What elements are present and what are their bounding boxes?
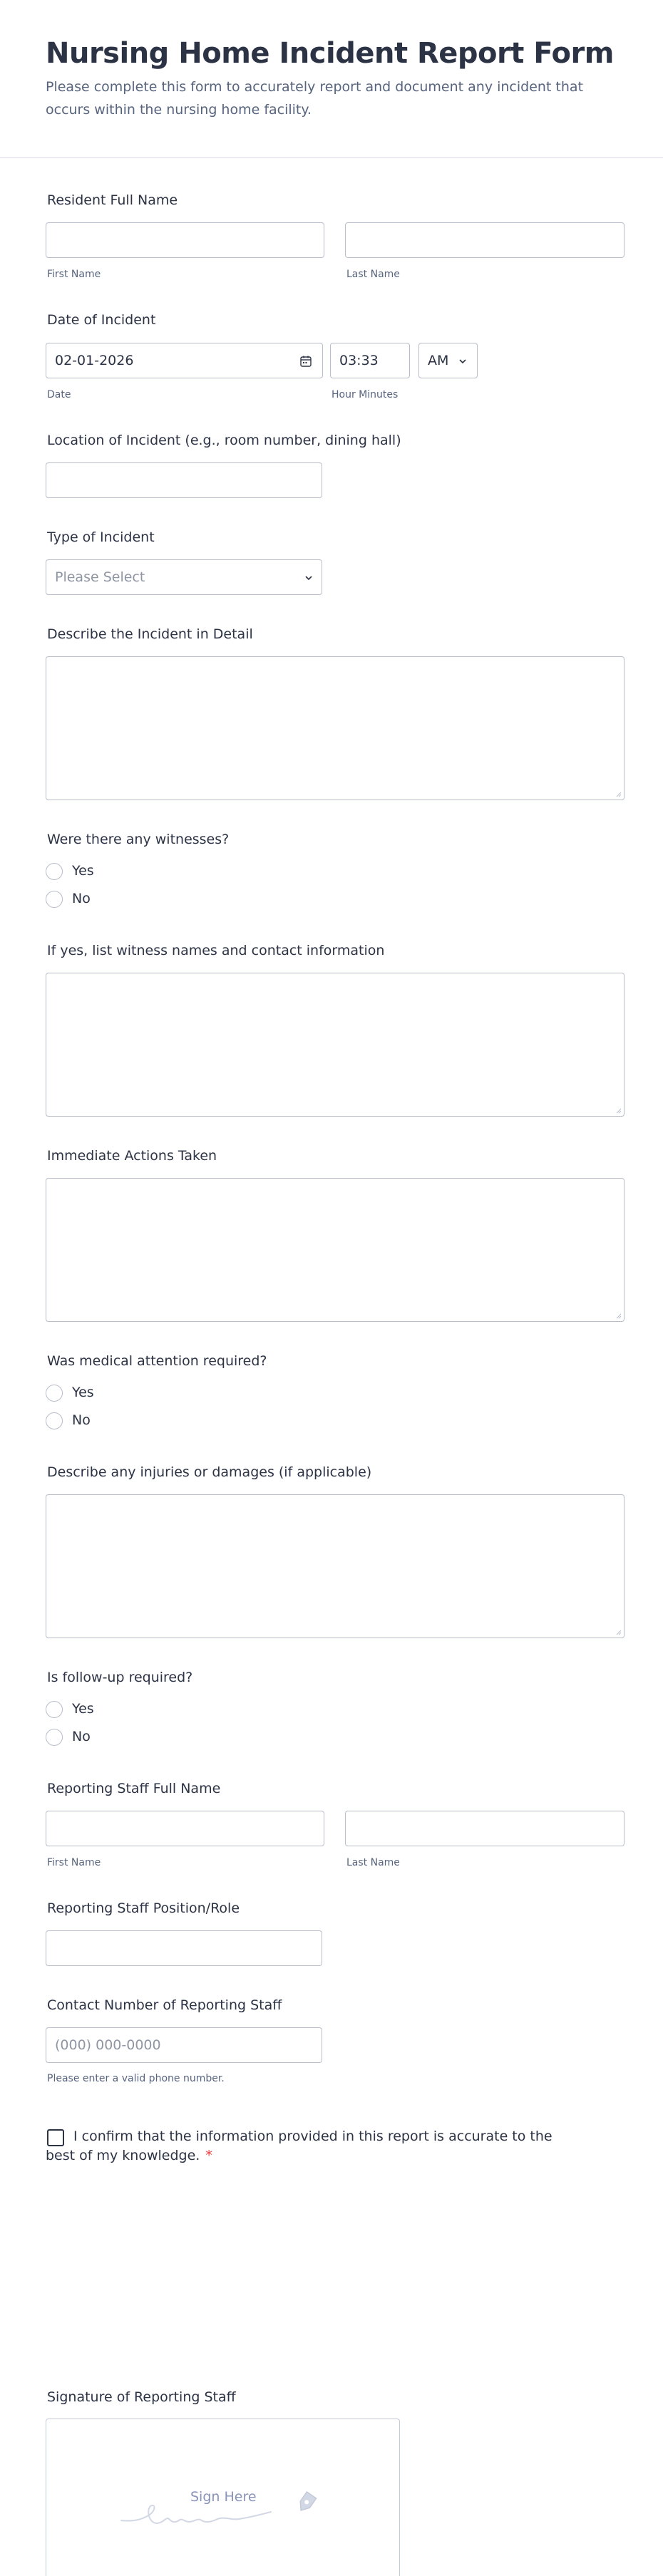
resize-grip-icon[interactable] (615, 1107, 622, 1114)
witnesses-no-label[interactable]: No (72, 891, 91, 906)
pen-icon (290, 2488, 322, 2519)
incident-time-value: 03:33 (339, 353, 379, 368)
medical-attention-label: Was medical attention required? (47, 1353, 267, 1369)
follow-up-yes-label[interactable]: Yes (72, 1701, 94, 1717)
form-description: Please complete this form to accurately report and document any incident that occurs within the nursing home facility. (46, 79, 584, 118)
incident-type-placeholder: Please Select (55, 569, 145, 585)
injuries-textarea[interactable] (46, 1494, 625, 1638)
incident-ampm-value: AM (428, 353, 449, 368)
form-header (0, 0, 663, 158)
follow-up-label: Is follow-up required? (47, 1670, 193, 1685)
incident-type-select[interactable] (46, 559, 322, 595)
contact-number-placeholder: (000) 000-0000 (55, 2037, 161, 2053)
describe-incident-label: Describe the Incident in Detail (47, 626, 253, 642)
medical-no-label[interactable]: No (72, 1412, 91, 1428)
witnesses-no-radio[interactable] (46, 891, 63, 908)
chevron-down-icon (458, 358, 467, 365)
confirmation-text-line1[interactable]: I confirm that the information provided in this report is accurate to the (73, 2128, 552, 2144)
resident-name-label: Resident Full Name (47, 192, 178, 208)
contact-number-input[interactable] (46, 2027, 322, 2063)
confirmation-text-line2[interactable] (46, 2148, 212, 2163)
resize-grip-icon[interactable] (615, 1312, 622, 1319)
medical-no-radio[interactable] (46, 1412, 63, 1429)
signature-pad[interactable] (46, 2419, 400, 2576)
location-label: Location of Incident (e.g., room number, dining hall) (47, 433, 401, 448)
signature-placeholder: Sign Here (190, 2489, 257, 2505)
staff-position-label: Reporting Staff Position/Role (47, 1900, 240, 1916)
incident-ampm-select[interactable] (418, 343, 478, 378)
witnesses-yes-label[interactable]: Yes (72, 863, 94, 879)
location-input[interactable] (46, 462, 322, 498)
follow-up-no-label[interactable]: No (72, 1729, 91, 1744)
contact-number-label: Contact Number of Reporting Staff (47, 1997, 282, 2013)
staff-name-label: Reporting Staff Full Name (47, 1781, 221, 1796)
calendar-icon[interactable] (299, 355, 312, 368)
required-asterisk: * (205, 2148, 212, 2163)
incident-date-sublabel: Date (47, 389, 71, 400)
chevron-down-icon (304, 574, 313, 581)
resident-last-name-input[interactable] (345, 222, 625, 258)
medical-yes-radio[interactable] (46, 1385, 63, 1402)
follow-up-no-radio[interactable] (46, 1729, 63, 1746)
incident-date-value: 02-01-2026 (55, 353, 134, 368)
signature-label: Signature of Reporting Staff (47, 2389, 236, 2405)
immediate-actions-textarea[interactable] (46, 1178, 625, 1322)
describe-incident-textarea[interactable] (46, 656, 625, 800)
incident-time-sublabel: Hour Minutes (332, 389, 399, 400)
incident-date-input[interactable] (46, 343, 323, 378)
incident-type-label: Type of Incident (47, 529, 155, 545)
witness-info-textarea[interactable] (46, 973, 625, 1117)
incident-time-input[interactable] (330, 343, 410, 378)
witnesses-label: Were there any witnesses? (47, 832, 230, 847)
witness-info-label: If yes, list witness names and contact information (47, 943, 385, 958)
injuries-label: Describe any injuries or damages (if applicable) (47, 1464, 372, 1480)
date-of-incident-label: Date of Incident (47, 312, 156, 328)
staff-position-input[interactable] (46, 1930, 322, 1966)
resident-last-name-sublabel: Last Name (346, 269, 400, 280)
resize-grip-icon[interactable] (615, 790, 622, 797)
resident-first-name-input[interactable] (46, 222, 324, 258)
immediate-actions-label: Immediate Actions Taken (47, 1148, 217, 1164)
contact-number-hint: Please enter a valid phone number. (47, 2073, 225, 2084)
resize-grip-icon[interactable] (615, 1628, 622, 1635)
staff-first-name-sublabel: First Name (47, 1857, 101, 1868)
staff-last-name-sublabel: Last Name (346, 1857, 400, 1868)
staff-first-name-input[interactable] (46, 1811, 324, 1846)
confirmation-text-line2-text[interactable]: best of my knowledge. (46, 2148, 200, 2163)
form-title: Nursing Home Incident Report Form (46, 37, 614, 70)
confirmation-checkbox[interactable] (47, 2129, 64, 2146)
medical-yes-label[interactable]: Yes (72, 1385, 94, 1400)
follow-up-yes-radio[interactable] (46, 1701, 63, 1718)
witnesses-yes-radio[interactable] (46, 863, 63, 880)
resident-first-name-sublabel: First Name (47, 269, 101, 280)
staff-last-name-input[interactable] (345, 1811, 625, 1846)
